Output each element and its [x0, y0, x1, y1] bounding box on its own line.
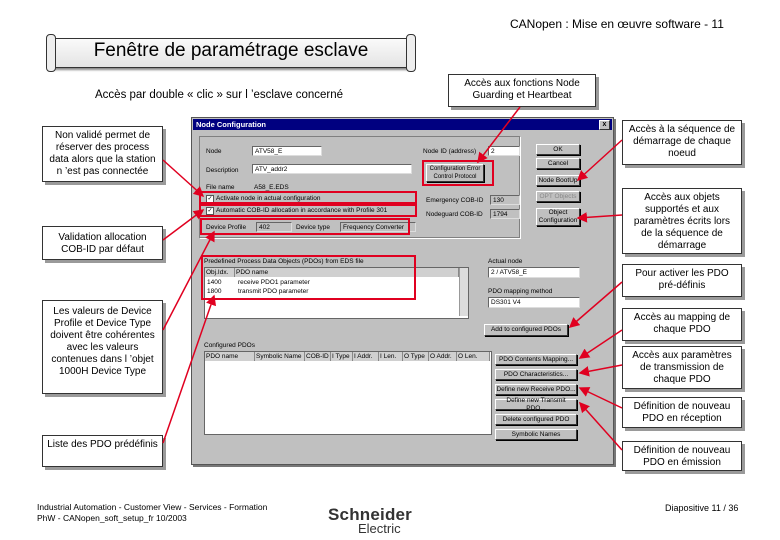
- configured-header-i-len[interactable]: I Len.: [379, 352, 403, 361]
- callout-pdo-list: Liste des PDO prédéfinis: [42, 435, 163, 467]
- configured-pdo-label: Configured PDOs: [204, 342, 255, 349]
- node-bootup-button[interactable]: Node BootUp: [536, 175, 580, 186]
- emergency-cob-label: Emergency COB-ID: [426, 197, 484, 204]
- configured-header-o-len[interactable]: O Len.: [457, 352, 490, 361]
- actual-node-label: Actual node: [488, 258, 523, 265]
- configured-header-i-type[interactable]: I Type: [331, 352, 353, 361]
- device-type-field: Frequency Converter: [340, 222, 416, 232]
- object-configuration-button[interactable]: Object Configuration: [536, 208, 580, 226]
- arrow-activate-pdo: [570, 282, 622, 327]
- activate-node-label: Activate node in actual configuration: [216, 195, 321, 202]
- arrow-new-receive: [580, 388, 622, 408]
- pdo-mapping-method-select[interactable]: DS301 V4: [488, 297, 580, 308]
- actual-node-select[interactable]: 2 / ATV58_E: [488, 267, 580, 278]
- define-transmit-pdo-button[interactable]: Define new Transmit PDO...: [495, 399, 577, 410]
- nodeguard-cob-field: 1794: [490, 209, 520, 219]
- footer-line-2: PhW - CANopen_soft_setup_fr 10/2003: [37, 513, 187, 523]
- arrow-node-guarding: [478, 107, 520, 162]
- description-field[interactable]: ATV_addr2: [252, 164, 412, 174]
- predefined-row-1-idx[interactable]: 1400: [207, 279, 222, 286]
- node-label: Node: [206, 148, 222, 155]
- file-name-label: File name: [206, 184, 235, 191]
- device-type-label: Device type: [296, 224, 330, 231]
- callout-new-receive: Définition de nouveau PDO en réception: [622, 397, 742, 428]
- callout-cob-id: Validation allocation COB-ID par défaut: [42, 226, 163, 260]
- description-label: Description: [206, 167, 239, 174]
- callout-supported-objects: Accès aux objets supportés et aux paramètres écrits lors de la séquence de démarrage: [622, 188, 742, 254]
- footer-line-1: Industrial Automation - Customer View - Services - Formation: [37, 502, 268, 512]
- arrow-new-transmit: [580, 403, 622, 450]
- configured-header-i-addr[interactable]: I Addr.: [353, 352, 379, 361]
- pdo-contents-mapping-button[interactable]: PDO Contents Mapping...: [495, 354, 577, 365]
- opt-objects-button: OPT Objects: [536, 191, 580, 202]
- nodeguard-cob-label: Nodeguard COB-ID: [426, 211, 483, 218]
- predefined-row-1-name[interactable]: receive PDO1 parameter: [238, 279, 310, 286]
- callout-boot-sequence: Accès à la séquence de démarrage de chaque noeud: [622, 120, 742, 165]
- arrow-supported-objects: [578, 215, 622, 218]
- predefined-header-name[interactable]: PDO name: [235, 268, 459, 277]
- activate-node-checkbox[interactable]: ✓: [207, 196, 213, 202]
- predefined-pdo-label: Predefined Process Data Objects (PDOs) from EDS file: [204, 258, 364, 265]
- arrow-device-profile: [163, 232, 214, 330]
- pdo-characteristics-button[interactable]: PDO Characteristics...: [495, 369, 577, 380]
- ok-button[interactable]: OK: [536, 144, 580, 155]
- callout-activate-pdo: Pour activer les PDO pré-définis: [622, 264, 742, 297]
- delete-configured-pdo-button[interactable]: Delete configured PDO: [495, 414, 577, 425]
- callout-pdo-transmission: Accès aux paramètres de transmission de chaque PDO: [622, 346, 742, 389]
- configured-header-pdo-name[interactable]: PDO name: [205, 352, 255, 361]
- configured-header-o-type[interactable]: O Type: [403, 352, 429, 361]
- callout-new-transmit: Définition de nouveau PDO en émission: [622, 441, 742, 471]
- slide-title: Fenêtre de paramétrage esclave: [93, 40, 369, 61]
- device-profile-field: 402: [256, 222, 292, 232]
- footer: [37, 502, 267, 524]
- configured-header-o-addr[interactable]: O Addr.: [429, 352, 457, 361]
- logo-line-1: Schneider: [328, 505, 412, 524]
- schneider-logo: [328, 505, 412, 536]
- predefined-row-2-idx[interactable]: 1800: [207, 288, 222, 295]
- arrow-cob-id: [163, 210, 203, 240]
- add-configured-pdos-button[interactable]: Add to configured PDOs: [484, 324, 568, 336]
- define-receive-pdo-button[interactable]: Define new Receive PDO...: [495, 384, 577, 395]
- emergency-cob-field: 130: [490, 195, 520, 205]
- predefined-header-idx[interactable]: Obj.Idx.: [205, 268, 235, 277]
- callout-device-profile: Les valeurs de Device Profile et Device Type doivent être cohérentes avec les valeurs contenues dans l ’objet 1000H Device Type: [42, 300, 163, 394]
- callout-pdo-mapping: Accès au mapping de chaque PDO: [622, 308, 742, 341]
- node-id-label: Node ID (address): [423, 148, 477, 155]
- page-header-title: CANopen : Mise en œuvre software - 11: [510, 17, 724, 31]
- symbolic-names-button[interactable]: Symbolic Names: [495, 429, 577, 440]
- node-id-field[interactable]: 2: [488, 146, 520, 156]
- arrow-pdo-mapping: [580, 330, 622, 358]
- callout-not-validated: Non validé permet de réserver des process data alors que la station n ’est pas connectée: [42, 126, 163, 182]
- file-name-value: A58_E.EDS: [254, 184, 289, 191]
- device-profile-label: Device Profile: [206, 224, 247, 231]
- auto-cob-checkbox[interactable]: ✓: [207, 208, 213, 214]
- callout-node-guarding: Accès aux fonctions Node Guarding et Heartbeat: [448, 74, 596, 107]
- logo-line-2: Electric: [358, 521, 401, 536]
- configured-header-cob-id[interactable]: COB-ID: [305, 352, 331, 361]
- pdo-mapping-method-label: PDO mapping method: [488, 288, 553, 295]
- cancel-button[interactable]: Cancel: [536, 158, 580, 169]
- close-icon[interactable]: x: [599, 120, 610, 130]
- arrow-pdo-list: [163, 296, 214, 443]
- config-error-button[interactable]: Configuration Error Control Protocol: [426, 164, 484, 182]
- arrow-boot-sequence: [578, 140, 622, 180]
- arrow-pdo-transmission: [580, 365, 622, 373]
- slide-subtitle: Accès par double « clic » sur l ’esclave concerné: [95, 89, 344, 101]
- node-field[interactable]: ATV58_E: [252, 146, 322, 156]
- arrow-not-validated: [163, 160, 203, 196]
- predefined-row-2-name[interactable]: transmit PDO parameter: [238, 288, 309, 295]
- dialog-title: Node Configuration: [196, 120, 266, 129]
- auto-cob-label: Automatic COB-ID allocation in accordance with Profile 301: [216, 207, 388, 214]
- configured-header-symbolic-name[interactable]: Symbolic Name: [255, 352, 305, 361]
- slide-number: Diapositive 11 / 36: [665, 503, 739, 513]
